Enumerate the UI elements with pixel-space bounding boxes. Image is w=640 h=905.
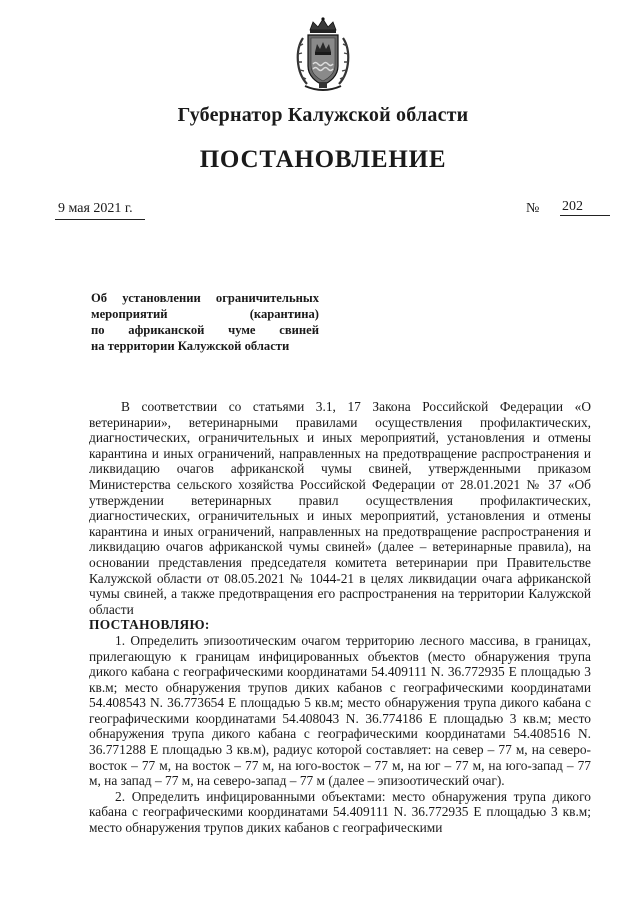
document-number-label: № bbox=[526, 201, 540, 216]
subject-line: по африканской чуме свиней bbox=[91, 323, 319, 337]
document-number: 202 bbox=[560, 199, 610, 216]
issuing-authority-title: Губернатор Калужской области bbox=[177, 104, 469, 126]
clause-1-paragraph: 1. Определить эпизоотическим очагом территорию лесного массива, в границах, прилегающую к границам инфицированных объектов (место обнаружения трупа дикого кабана с географическими координатами 54.409111 N. 36.772935 E площадью 3 кв.м; место обнаружения трупов диких кабанов с географическими координатами 54.408543 N. 36.773654 E площадью 5 кв.м; место обнаружения трупа дикого кабана с географическими координатами 54.408043 N. 36.774186 E площадью 3 кв.м; место обнаружения трупа дикого кабана с географическими координатами 54.408516 N. 36.771288 E площадью 3 кв.м), радиус которой составляет: на север – 77 м, на северо-восток – 77 м, на восток – 77 м, на юго-восток – 77 м, на юг – 77 м, на юго-запад – 77 м, на запад – 77 м, на северо-запад – 77 м (далее – эпизоотический очаг). bbox=[89, 632, 591, 789]
document-date: 9 мая 2021 г. bbox=[58, 201, 133, 216]
subject-line: Об установлении ограничительных bbox=[91, 291, 319, 305]
preamble-text: В соответствии со статьями 3.1, 17 Закона Российской Федерации «О ветеринарии», ветеринарными правилами осуществления профилактических, диагностических, ограничительных и иных мероприятий, установления и отмены карантина и иных ограничений, направленных на предотвращение распространения и ликвидацию очагов африканской чумы свиней, утвержденными приказом Министерства сельского хозяйства Российской Федерации от 28.01.2021 № 37 «Об утверждении ветеринарных правил осуществления профилактических, диагностических, ограничительных и иных мероприятий, установления и отмены карантина и иных ограничений, направленных на предотвращение распространения и ликвидацию очагов африканской чумы свиней» (далее – ветеринарные правила), на основании представления председателя комитета ветеринарии при Правительстве Калужской области от 08.05.2021 № 1044-21 в целях ликвидации очага африканской чумы свиней, а также предотвращения его распространения на территории Калужской области bbox=[89, 399, 591, 617]
date-underline bbox=[55, 219, 145, 220]
document-type-heading: ПОСТАНОВЛЕНИЕ bbox=[199, 146, 447, 173]
subject-line: мероприятий (карантина) bbox=[91, 307, 319, 321]
decree-word: ПОСТАНОВЛЯЮ: bbox=[89, 617, 210, 633]
subject-line: на территории Калужской области bbox=[91, 339, 290, 353]
document-body bbox=[89, 399, 591, 836]
clause-2-paragraph: 2. Определить инфицированными объектами: место обнаружения трупа дикого кабана с географическими координатами 54.409111 N. 36.772935 E площадью 3 кв.м; место обнаружения трупов диких кабанов с географическими bbox=[89, 788, 591, 836]
kaluga-coat-of-arms-emblem bbox=[293, 16, 353, 94]
document-subject bbox=[91, 290, 319, 354]
preamble-paragraph bbox=[89, 399, 591, 633]
